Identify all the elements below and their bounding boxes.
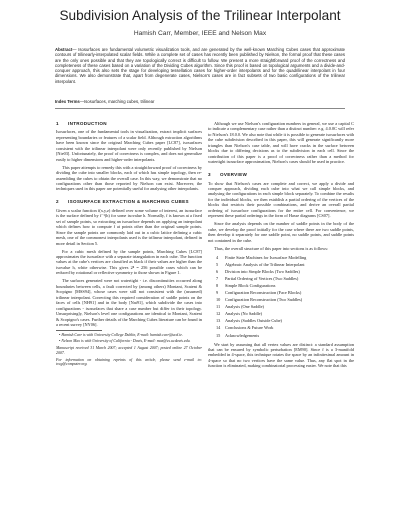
paper-title: Subdivision Analysis of the Trilinear Interpolant (59, 8, 341, 23)
outline-item (216, 268, 354, 275)
footnote-author-affiliation: • Nelson Max is with University of California - Davis, E-mail: max@cs.ucdavis.edu. (59, 339, 191, 344)
outline-item (216, 324, 354, 331)
paper-authors: Hamish Carr, Member, IEEE and Nelson Max (133, 30, 267, 37)
outline-number: 14 (216, 325, 221, 331)
outline-number: 11 (216, 304, 221, 310)
outline-item (216, 303, 354, 310)
abstract-text: — Isosurfaces are fundamental volumetric visualization tools, and are generated by the well-known Marching Cubes cases that approximate contours of trilinearly-interpolated scalar fields. While a complete set of cases has recently been published by Nielson, the formal proof that these cases are the only ones possible and that they are topologically correct is difficult to follow. We present a more straightforward proof of the correctness and completeness of these cases based on a variation of the Dividing Cubes algorithm. Since this proof is based on topological arguments and a divide-and-conquer approach, this also sets the stage for developing tessellation cases for higher-order interpolants and for the quadrilinear interpolant in four dimensions. We also demonstrate that, apart from degenerate cases, Nielson's cases are in fact subsets of two basic configurations of the trilinear interpolant. (55, 47, 345, 84)
footnote-text: Nelson Max is with University of California - Davis, E-mail: max@cs.ucdavis.edu. (61, 339, 191, 344)
section-outline-list (216, 254, 354, 339)
section-heading-overview (208, 172, 354, 177)
outline-item (216, 275, 354, 282)
outline-number: 8 (216, 283, 219, 289)
section-heading-introduction (56, 121, 202, 126)
outline-title: Acknowledgements (225, 332, 260, 338)
abstract-divider (55, 108, 345, 109)
outline-title: Conclusions & Future Work (225, 325, 274, 331)
outline-title: Division into Simple Blocks (Two Saddles) (225, 269, 300, 275)
outline-title: Configuration Reconstruction (Face Blocks) (225, 290, 302, 296)
section-title: ISOSURFACE EXTRACTION & MARCHING CUBES (68, 199, 189, 205)
outline-title: Simple Block Configurations (225, 283, 276, 289)
outline-title: Partial Ordering of Vertices (Two Saddles) (225, 276, 299, 282)
outline-title: Analysis (One Saddle) (225, 304, 264, 310)
section-number: 1 (56, 121, 59, 126)
outline-item (216, 261, 354, 268)
abstract (55, 47, 345, 84)
paragraph: Thus, the overall structure of this paper into sections is as follows: (214, 245, 329, 251)
outline-item (216, 317, 354, 324)
outline-item (216, 296, 354, 303)
outline-number: 13 (216, 318, 221, 324)
index-terms-label: Index Terms (55, 99, 80, 104)
outline-number: 9 (216, 290, 219, 296)
paragraph: To show that Nielson's cases are complete and correct, we apply a divide and conquer approach, dividing each cube into what we call simple blocks, and analysing the configurations in each simple block separately. To combine the results for the individual blocks, we then establish a partial ordering of the vertices of the blocks that restricts their possible combinations, and derive an overall partial ordering of isosurface configurations for the entire cell. For convenience, we represent these partial orderings in the form of Hasse diagrams [CS07]. (208, 180, 354, 219)
outline-item (216, 310, 354, 317)
outline-number: 5 (216, 262, 219, 268)
outline-item (216, 254, 354, 261)
paragraph: Since the analysis depends on the number of saddle points in the body of the cube, we develop the proof initially for the case where there are two saddle points, then develop it separately for one saddle point, no saddle points, and saddle points not contained in the cube. (208, 221, 354, 243)
footnote-author-affiliation: • Hamish Carr is with University College Dublin, E-mail: hamish.carr@ucd.ie. (59, 333, 183, 338)
outline-number: 10 (216, 297, 221, 303)
paragraph: Although we use Nielson's configuration numbers in general, we use a capital C to indicate a complementary case rather than a distinct number: e.g. 4.0.0C will refer to Nielson's 18.0.0. We also note that while it is possible to generate isosurfaces with the cube subdivision described in this paper, this will generate significantly more triangles than Nielson's case table, and will have cracks in the surface between blocks due to differing decisions as to the subdivision in each cell. Since the contribution of this paper is a proof of correctness rather than a method for watertight isosurface approximation, Nielson's cases should be used in practice. (208, 121, 354, 165)
outline-title: Configuration Reconstruction (Two Saddles) (225, 297, 303, 303)
outline-number: 4 (216, 255, 219, 261)
outline-item (216, 332, 354, 339)
outline-number: 7 (216, 276, 219, 282)
outline-item (216, 289, 354, 296)
outline-number: 6 (216, 269, 219, 275)
outline-title: Algebraic Analysis of the Trilinear Interpolant (225, 262, 305, 268)
outline-title: Analysis (Saddles Outside Cube) (225, 318, 282, 324)
outline-item (216, 282, 354, 289)
outline-number: 12 (216, 311, 221, 317)
footnote-reprints: For information on obtaining reprints of this article, please send e-mail to: tvcg@computer.org. (56, 357, 202, 367)
right-column (208, 121, 354, 371)
section-number: 3 (208, 172, 211, 178)
section-title: INTRODUCTION (68, 121, 107, 126)
paragraph: The surfaces generated were not watertight - i.e. discontinuities occurred along boundaries between cells, a fault corrected by (among others) Montani, Scateni & Scopigno [MSS94], whose cases were still not consistent with the (assumed) trilinear interpolant. Correcting this required consideration of saddle points on the faces of cells [NH91] and in the body [Nat91], which subdivide the cases into configurations - isosurfaces that share a case number but differ in their topology. Unsurprisingly, Nielson's level one configurations are identical to Montani, Scateni & Scopigno's cases. Further details of the Marching Cubes literature can be found in a recent survey [NY06]. (56, 278, 202, 327)
paragraph: We start by assuming that all vertex values are distinct: a standard assumption that can be ensured by symbolic perturbation [EM90]. Since f is a 3-manifold embedded in 4-space, this technique rotates the space by an infinitesimal amount in 4-space so that no two vertices have the same value. Thus, any flat spot in the function is eliminated, making combinatorial processing easier. We note that this (208, 341, 354, 369)
footnote-text: Hamish Carr is with University College Dublin, E-mail: hamish.carr@ucd.ie. (61, 333, 183, 338)
paragraph: This paper attempts to remedy this with a straightforward proof of correctness by dividing the cube into smaller blocks, each of which has simple topology, then re-assembling the cubes to obtain the overall case. In this way, we demonstrate that no configurations other than those reported by Nielson can exist. Moreover, the techniques used in this paper are potentially useful for analysing other interpolants. (56, 164, 202, 192)
section-heading-isosurface-extraction (56, 199, 202, 204)
outline-number: 15 (216, 332, 221, 338)
index-terms (55, 99, 345, 104)
index-terms-text: —Isosurfaces, marching cubes, trilinear (79, 99, 155, 104)
abstract-label: Abstract (55, 47, 73, 52)
outline-title: Analysis (No Saddle) (225, 311, 262, 317)
footnote-manuscript: Manuscript received 31 March 2007; accepted 1 August 2007; posted online 27 October 2007. (56, 346, 202, 355)
left-column (56, 121, 202, 368)
paragraph: Isosurfaces, one of the fundamental tools in visualization, extract implicit surfaces representing boundaries or features of a scalar field. Although extraction algorithms have been known since the original Marching Cubes paper [LC87], isosurfaces consistent with the trilinear interpolant were only recently published by Nielson [Nie03]. Unfortunately, the proof of correctness is complex, and does not generalize easily to higher dimensions and higher-order interpolants. (56, 129, 202, 162)
footnote-divider (56, 330, 102, 331)
section-number: 2 (56, 199, 59, 205)
paragraph: For a cubic mesh defined by the sample points, Marching Cubes [LC87] approximates the isosurface with a separate triangulation in each cube. The function values at the cube's vertices are classified as black if their values are higher than the isovalue h, white otherwise. This gives 2⁸ = 256 possible cases which can be reduced by rotational or reflective symmetry to those shown in Figure 1. (56, 248, 202, 276)
section-title: OVERVIEW (220, 172, 248, 178)
paragraph: Given a scalar function f(x,y,z) defined over some volume of interest, an isosurface is the surface defined by f⁻¹(h) for some isovalue h. Normally, f is known at a fixed set of sample points, so extracting an isosurface depends on applying an interpolant which defines how to compute f at points other than the original sample points. Since the sample points are commonly laid out in a cubic lattice defining a cubic mesh, one of the commonest interpolants used is the trilinear interpolant, defined in more detail in Section 5. (56, 207, 202, 246)
outline-title: Finite State Machines for Isosurface Modelling (225, 255, 307, 261)
